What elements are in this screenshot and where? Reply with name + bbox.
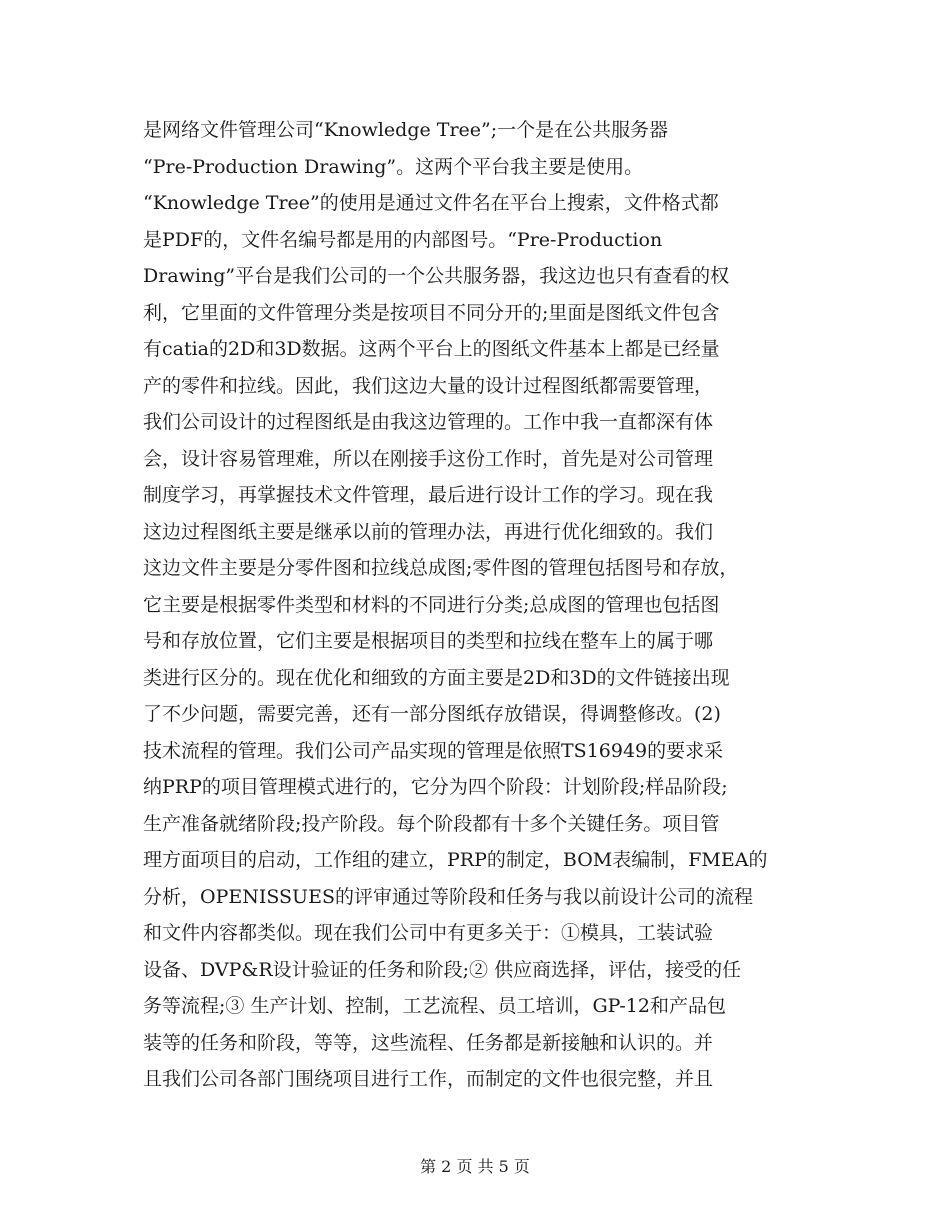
- text-line: 分析，OPENISSUES的评审通过等阶段和任务与我以前设计公司的流程: [143, 885, 753, 908]
- text-line: 类进行区分的。现在优化和细致的方面主要是2D和3D的文件链接出现: [143, 666, 730, 689]
- body-text: [143, 112, 823, 1098]
- text-line: 设备、DVP&R设计验证的任务和阶段;② 供应商选择，评估，接受的任: [143, 958, 742, 981]
- text-line: 是PDF的，文件名编号都是用的内部图号。“Pre-Production: [143, 228, 663, 251]
- text-line: 制度学习，再掌握技术文件管理，最后进行设计工作的学习。现在我: [143, 484, 714, 506]
- text-line: “Knowledge Tree”的使用是通过文件名在平台上搜索，文件格式都: [143, 192, 719, 214]
- text-line: 号和存放位置，它们主要是根据项目的类型和拉线在整车上的属于哪: [143, 630, 714, 652]
- text-line: 这边文件主要是分零件图和拉线总成图;零件图的管理包括图号和存放，: [143, 557, 739, 579]
- text-line: 它主要是根据零件类型和材料的不同进行分类;总成图的管理也包括图: [143, 593, 720, 616]
- text-line: 利，它里面的文件管理分类是按项目不同分开的;里面是图纸文件包含: [143, 301, 720, 324]
- text-line: 我们公司设计的过程图纸是由我这边管理的。工作中我一直都深有体: [143, 411, 714, 433]
- text-line: 了不少问题，需要完善，还有一部分图纸存放错误，得调整修改。(2): [143, 703, 721, 725]
- text-line: 务等流程;③ 生产计划、控制，工艺流程、员工培训，GP-12和产品包: [143, 995, 726, 1017]
- text-line: 这边过程图纸主要是继承以前的管理办法，再进行优化细致的。我们: [143, 520, 714, 543]
- text-line: 产的零件和拉线。因此，我们这边大量的设计过程图纸都需要管理，: [143, 374, 714, 397]
- text-line: 和文件内容都类似。现在我们公司中有更多关于：①模具，工装试验: [143, 922, 714, 944]
- text-line: 有catia的2D和3D数据。这两个平台上的图纸文件基本上都是已经量: [143, 338, 720, 360]
- text-line: “Pre-Production Drawing”。这两个平台我主要是使用。: [143, 155, 644, 178]
- text-line: Drawing”平台是我们公司的一个公共服务器，我这边也只有查看的权: [143, 265, 730, 287]
- text-line: 纳PRP的项目管理模式进行的，它分为四个阶段：计划阶段;样品阶段;: [143, 776, 728, 798]
- text-line: 且我们公司各部门围绕项目进行工作，而制定的文件也很完整，并且: [143, 1068, 714, 1090]
- text-line: 装等的任务和阶段，等等，这些流程、任务都是新接触和认识的。并: [143, 1031, 714, 1054]
- text-line: 技术流程的管理。我们公司产品实现的管理是依照TS16949的要求采: [143, 739, 724, 762]
- page-number-footer: 第 2 页 共 5 页: [420, 1157, 530, 1176]
- text-line: 会，设计容易管理难，所以在刚接手这份工作时，首先是对公司管理: [143, 447, 714, 470]
- text-line: 理方面项目的启动，工作组的建立，PRP的制定，BOM表编制，FMEA的: [143, 849, 768, 871]
- text-line: 生产准备就绪阶段;投产阶段。每个阶段都有十多个关键任务。项目管: [143, 812, 720, 835]
- text-line: 是网络文件管理公司“Knowledge Tree”;一个是在公共服务器: [143, 119, 669, 141]
